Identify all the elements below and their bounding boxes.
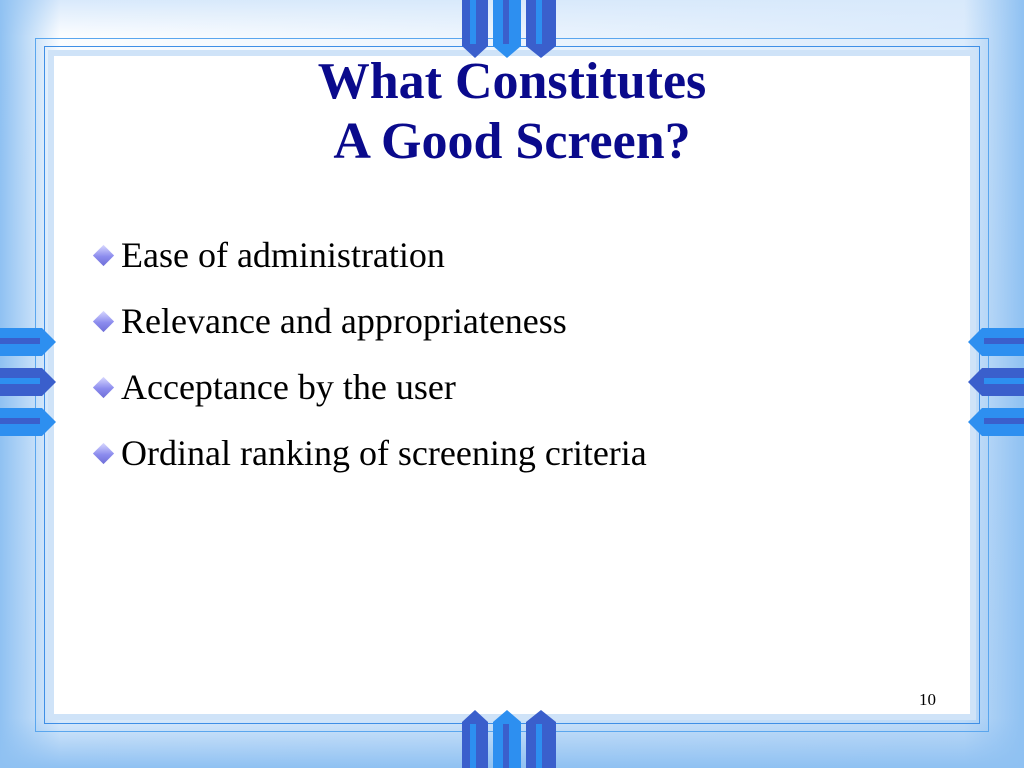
bullet-text: Acceptance by the user [121,367,456,407]
slide-title-line-2: A Good Screen? [333,113,691,170]
diamond-bullet-icon [93,376,114,397]
diamond-bullet-icon [93,310,114,331]
bullet-item [92,222,647,288]
bullet-list [92,222,647,486]
diamond-bullet-icon [93,244,114,265]
bullet-item [92,354,647,420]
bullet-text: Ordinal ranking of screening criteria [121,433,647,473]
diamond-bullet-icon [93,442,114,463]
left-chevron-ornament [0,324,58,444]
bullet-text: Relevance and appropriateness [121,301,567,341]
right-chevron-ornament [966,324,1024,444]
top-chevron-ornament [456,0,562,60]
bullet-item [92,288,647,354]
bullet-text: Ease of administration [121,235,445,275]
slide-title [0,52,1024,172]
bottom-chevron-ornament [456,708,562,768]
page-number: 10 [919,690,936,709]
slide-title-line-1: What Constitutes [317,53,707,110]
bullet-item [92,420,647,486]
